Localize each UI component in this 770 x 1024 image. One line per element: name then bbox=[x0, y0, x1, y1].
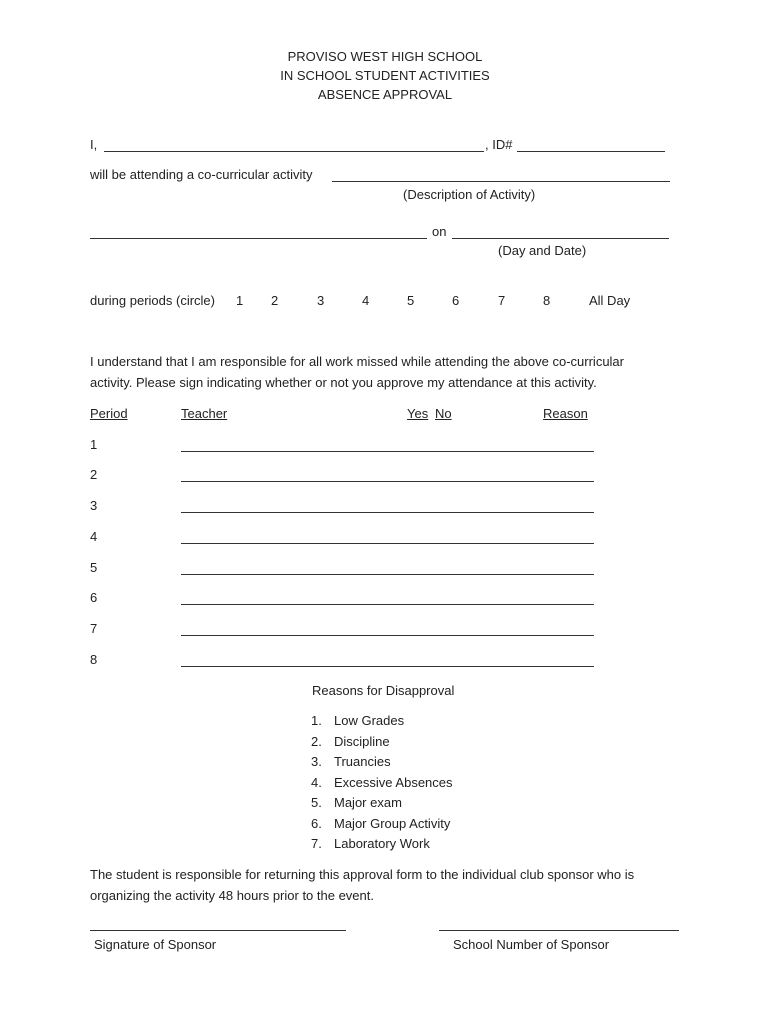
disapproval-item: Major exam bbox=[334, 795, 402, 810]
period-option[interactable]: 1 bbox=[236, 293, 244, 308]
activity-label: will be attending a co-curricular activity bbox=[90, 167, 313, 182]
on-label: on bbox=[432, 224, 447, 239]
disapproval-item: Excessive Absences bbox=[334, 775, 453, 790]
disapproval-item: Major Group Activity bbox=[334, 816, 451, 831]
statement-line: I understand that I am responsible for all work missed while attending the above co-curricular bbox=[90, 354, 624, 369]
name-prefix: I, bbox=[90, 137, 98, 152]
sponsor-signature-field[interactable] bbox=[90, 930, 346, 931]
header-no: No bbox=[435, 406, 452, 421]
disapproval-item-number: 6. bbox=[311, 816, 322, 831]
header-yes: Yes bbox=[407, 406, 429, 421]
disapproval-item-number: 7. bbox=[311, 836, 322, 851]
disapproval-item: Truancies bbox=[334, 754, 391, 769]
disapproval-item: Low Grades bbox=[334, 713, 405, 728]
row-signature-field[interactable] bbox=[181, 512, 594, 513]
header-teacher: Teacher bbox=[181, 406, 228, 421]
period-option[interactable]: 2 bbox=[271, 293, 279, 308]
period-option[interactable]: 4 bbox=[362, 293, 370, 308]
statement-line: activity. Please sign indicating whether or not you approve my attendance at this activity. bbox=[90, 375, 597, 390]
disapproval-item: Laboratory Work bbox=[334, 836, 430, 851]
disapproval-item: Discipline bbox=[334, 734, 390, 749]
row-signature-field[interactable] bbox=[181, 451, 594, 452]
disapproval-item-number: 5. bbox=[311, 795, 322, 810]
footer-note-line: organizing the activity 48 hours prior to the event. bbox=[90, 888, 374, 903]
header-reason: Reason bbox=[543, 406, 588, 421]
footer-note-line: The student is responsible for returning this approval form to the individual club sponsor who is bbox=[90, 867, 635, 882]
period-option-all-day[interactable]: All Day bbox=[589, 293, 631, 308]
row-period-number: 1 bbox=[90, 437, 98, 452]
row-period-number: 4 bbox=[90, 529, 98, 544]
period-option[interactable]: 7 bbox=[498, 293, 506, 308]
row-period-number: 8 bbox=[90, 652, 98, 667]
row-signature-field[interactable] bbox=[181, 543, 594, 544]
row-period-number: 2 bbox=[90, 467, 98, 482]
period-option[interactable]: 6 bbox=[452, 293, 460, 308]
header-period: Period bbox=[90, 406, 128, 421]
sponsor-signature-label: Signature of Sponsor bbox=[94, 937, 217, 952]
row-signature-field[interactable] bbox=[181, 604, 594, 605]
period-option[interactable]: 3 bbox=[317, 293, 325, 308]
row-period-number: 7 bbox=[90, 621, 98, 636]
period-option[interactable]: 5 bbox=[407, 293, 415, 308]
school-number-field[interactable] bbox=[439, 930, 679, 931]
row-signature-field[interactable] bbox=[181, 666, 594, 667]
period-option[interactable]: 8 bbox=[543, 293, 551, 308]
activity-description-field[interactable] bbox=[332, 181, 670, 182]
disapproval-item-number: 3. bbox=[311, 754, 322, 769]
student-name-field[interactable] bbox=[104, 151, 484, 152]
day-date-field[interactable] bbox=[452, 238, 669, 239]
student-id-field[interactable] bbox=[517, 151, 665, 152]
disapproval-title: Reasons for Disapproval bbox=[312, 683, 455, 698]
row-signature-field[interactable] bbox=[181, 574, 594, 575]
disapproval-item-number: 2. bbox=[311, 734, 322, 749]
row-period-number: 5 bbox=[90, 560, 98, 575]
school-name: PROVISO WEST HIGH SCHOOL bbox=[287, 49, 483, 64]
disapproval-item-number: 4. bbox=[311, 775, 322, 790]
form-title: ABSENCE APPROVAL bbox=[317, 87, 453, 102]
row-signature-field[interactable] bbox=[181, 481, 594, 482]
row-period-number: 3 bbox=[90, 498, 98, 513]
periods-label: during periods (circle) bbox=[90, 293, 215, 308]
activity-time-field[interactable] bbox=[90, 238, 427, 239]
disapproval-item-number: 1. bbox=[311, 713, 322, 728]
activity-caption: (Description of Activity) bbox=[403, 187, 536, 202]
date-caption: (Day and Date) bbox=[498, 243, 587, 258]
school-number-label: School Number of Sponsor bbox=[453, 937, 610, 952]
row-signature-field[interactable] bbox=[181, 635, 594, 636]
row-period-number: 6 bbox=[90, 590, 98, 605]
id-label: , ID# bbox=[485, 137, 513, 152]
form-subtitle: IN SCHOOL STUDENT ACTIVITIES bbox=[280, 68, 490, 83]
